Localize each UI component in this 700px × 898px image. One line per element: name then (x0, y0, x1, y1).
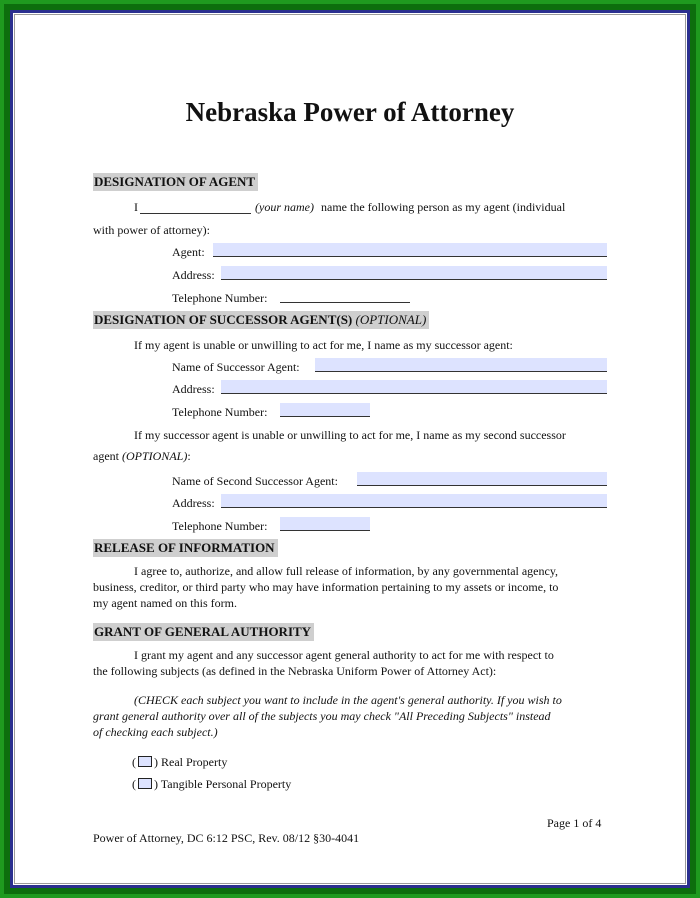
real-property-checkbox[interactable] (138, 756, 152, 767)
your-name-field[interactable] (140, 200, 251, 214)
real-property-label: Real Property (161, 755, 228, 769)
section-heading-agent: DESIGNATION OF AGENT (93, 173, 258, 191)
section-heading-grant: GRANT OF GENERAL AUTHORITY (93, 623, 314, 641)
your-name-hint: (your name) (255, 200, 314, 214)
agent-phone-label: Telephone Number: (172, 291, 268, 305)
grant-instruction-line2: grant general authority over all of the subjects you may check "All Preceding Subjects" instead (93, 709, 551, 723)
page-number: Page 1 of 4 (547, 816, 602, 830)
successor-name-label: Name of Successor Agent: (172, 360, 300, 374)
agent-label: Agent: (172, 245, 205, 259)
successor-phone-label: Telephone Number: (172, 405, 268, 419)
section-heading-release: RELEASE OF INFORMATION (93, 539, 278, 557)
successor-intro: If my agent is unable or unwilling to act for me, I name as my successor agent: (134, 338, 513, 352)
release-line1: I agree to, authorize, and allow full release of information, by any governmental agency, (134, 564, 559, 578)
document-page (14, 14, 686, 884)
document-title: Nebraska Power of Attorney (185, 97, 515, 127)
tangible-personal-property-label: Tangible Personal Property (160, 777, 292, 791)
release-line2: business, creditor, or third party who may have information pertaining to my assets or income, to (93, 580, 559, 594)
second-successor-address-label: Address: (172, 496, 215, 510)
grant-line2: the following subjects (as defined in the Nebraska Uniform Power of Attorney Act): (93, 664, 497, 678)
second-successor-name-label: Name of Second Successor Agent: (172, 474, 338, 488)
grant-instruction-line3: of checking each subject.) (93, 725, 218, 739)
second-successor-address-field[interactable] (221, 494, 607, 508)
successor-heading-optional: (OPTIONAL) (355, 312, 427, 327)
agent-intro-suffix: name the following person as my agent (individual (321, 200, 566, 214)
successor-address-label: Address: (172, 382, 215, 396)
second-successor-phone-field[interactable] (280, 517, 370, 531)
second-intro-colon: : (187, 449, 191, 463)
tangible-personal-property-checkbox[interactable] (138, 778, 152, 789)
agent-address-field[interactable] (221, 266, 607, 280)
footer-form-id: Power of Attorney, DC 6:12 PSC, Rev. 08/12 §30-4041 (93, 831, 360, 845)
successor-address-field[interactable] (221, 380, 607, 394)
grant-line1: I grant my agent and any successor agent general authority to act for me with respect to (134, 648, 554, 662)
agent-name-field[interactable] (213, 243, 607, 257)
second-successor-phone-label: Telephone Number: (172, 519, 268, 533)
release-line3: my agent named on this form. (93, 596, 237, 610)
second-successor-intro-line2 (93, 449, 191, 463)
agent-address-label: Address: (172, 268, 215, 282)
successor-heading-text: DESIGNATION OF SUCCESSOR AGENT(S) (94, 312, 353, 327)
section-heading-successor (93, 311, 429, 329)
agent-intro-prefix: I (134, 200, 138, 214)
successor-name-field[interactable] (315, 358, 607, 372)
grant-instruction-line1: (CHECK each subject you want to include in the agent's general authority. If you wish to (134, 693, 562, 707)
option-real-property[interactable]: ( ) Real Property (132, 755, 228, 769)
agent-phone-field[interactable] (280, 289, 410, 303)
second-intro-optional: (OPTIONAL) (122, 449, 188, 463)
second-successor-intro: If my successor agent is unable or unwilling to act for me, I name as my second successor (134, 428, 566, 442)
agent-intro-line2: with power of attorney): (93, 223, 210, 237)
successor-phone-field[interactable] (280, 403, 370, 417)
second-intro-agent-word: agent (93, 449, 119, 463)
option-tangible-personal-property[interactable]: ( ) Tangible Personal Property (132, 777, 292, 791)
second-successor-name-field[interactable] (357, 472, 607, 486)
